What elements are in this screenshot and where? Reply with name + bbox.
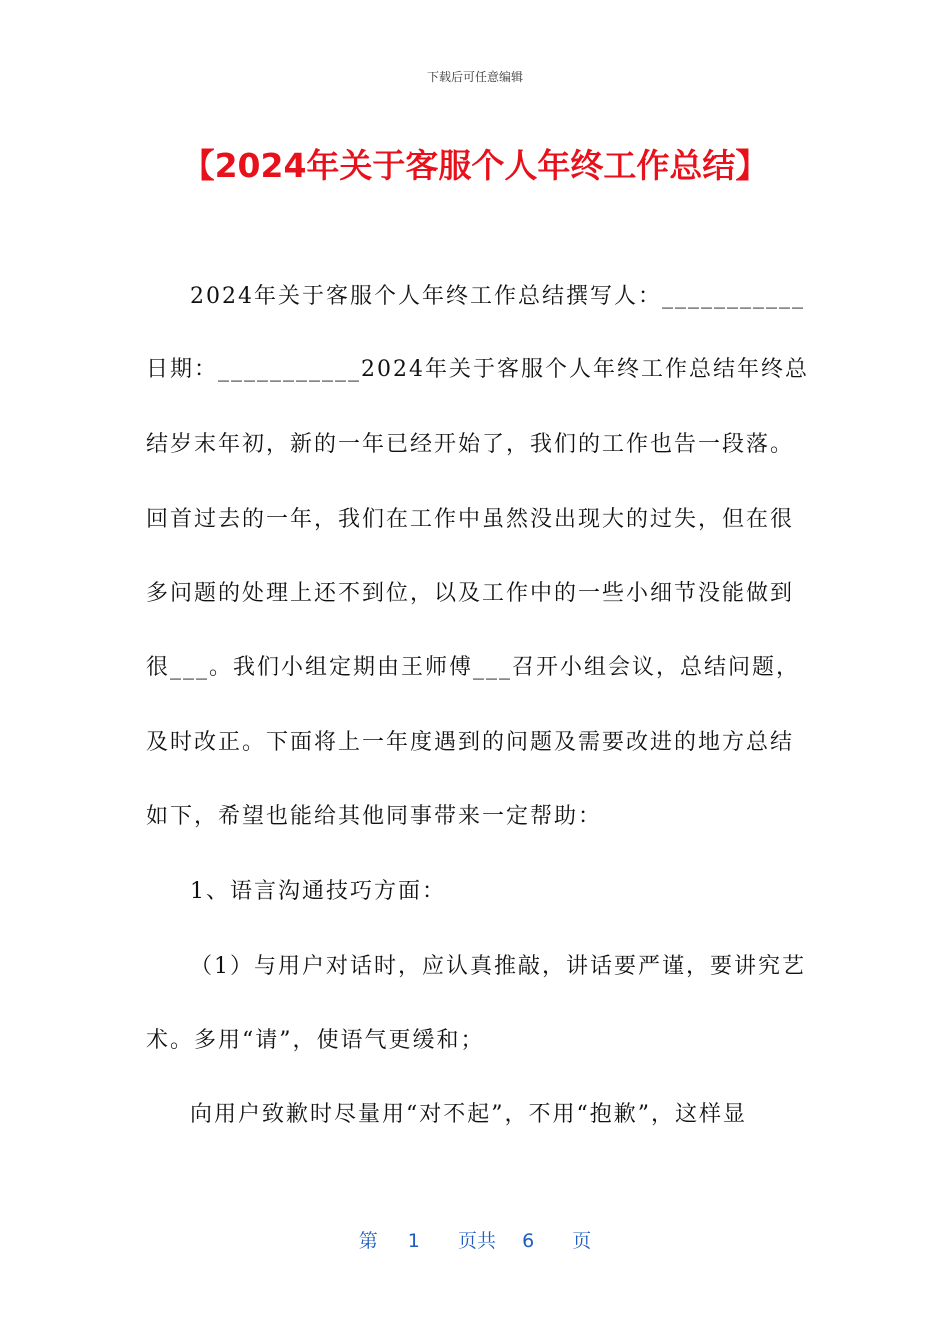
- paragraph-line: 日期：___________2024年关于客服个人年终工作总结年终总: [146, 357, 809, 382]
- paragraph-line: 很___。我们小组定期由王师傅___召开小组会议，总结问题，: [146, 655, 801, 680]
- paragraph-line: 向用户致歉时尽量用“对不起”，不用“抱歉”，这样显: [190, 1102, 747, 1127]
- section-heading: 1、语言沟通技巧方面：: [190, 879, 446, 904]
- footer-suffix: 页: [572, 1230, 592, 1252]
- paragraph-line: 多问题的处理上还不到位，以及工作中的一些小细节没能做到: [146, 581, 795, 606]
- paragraph-line: 2024年关于客服个人年终工作总结撰写人：___________: [190, 284, 805, 309]
- paragraph-line: 术。多用“请”，使语气更缓和；: [146, 1028, 485, 1053]
- paragraph-line: （1）与用户对话时，应认真推敲，讲话要严谨，要讲究艺: [190, 954, 806, 979]
- header-note: 下载后可任意编辑: [426, 70, 523, 84]
- paragraph-line: 回首过去的一年，我们在工作中虽然没出现大的过失，但在很: [146, 507, 795, 532]
- footer-current-page: 1: [407, 1230, 420, 1252]
- document-title: 【2024年关于客服个人年终工作总结】: [181, 146, 769, 185]
- paragraph-line: 及时改正。下面将上一年度遇到的问题及需要改进的地方总结: [146, 730, 795, 755]
- footer-mid: 页共: [457, 1230, 496, 1252]
- page-footer: [0, 1226, 950, 1253]
- paragraph-line: 结岁末年初，新的一年已经开始了，我们的工作也告一段落。: [146, 432, 795, 457]
- footer-total-pages: 6: [522, 1230, 535, 1252]
- paragraph-line: 如下，希望也能给其他同事带来一定帮助：: [146, 804, 603, 829]
- footer-prefix: 第: [358, 1230, 378, 1252]
